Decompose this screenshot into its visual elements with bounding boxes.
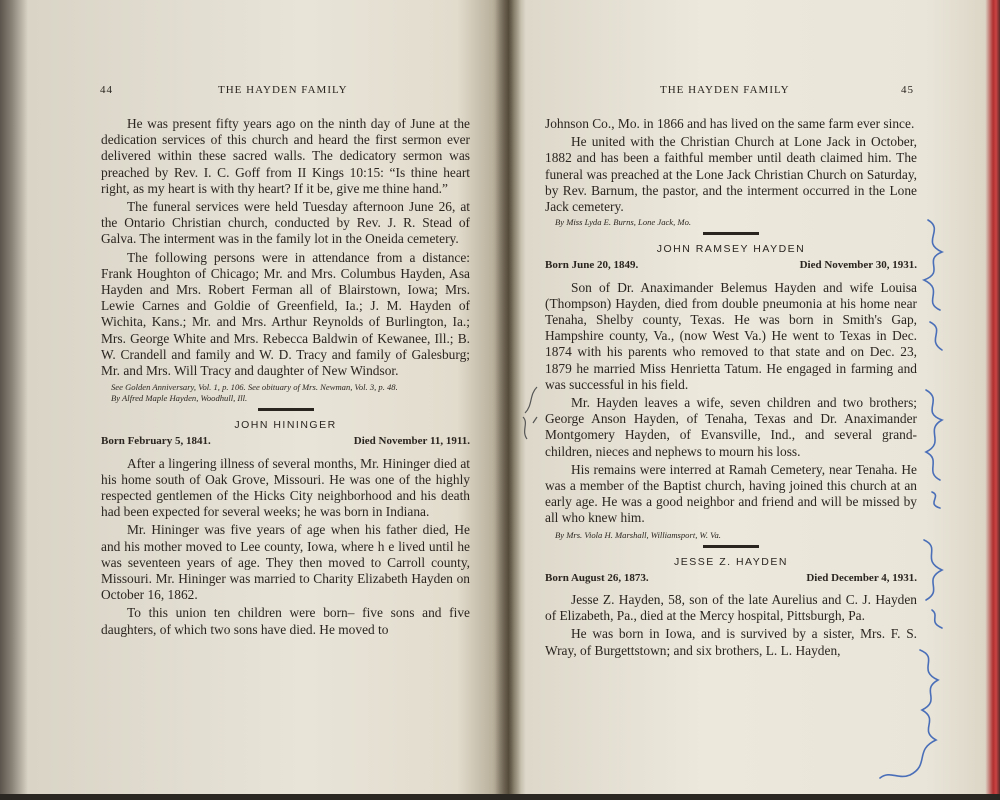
born-date: Born February 5, 1841. xyxy=(101,435,211,448)
died-date: Died December 4, 1931. xyxy=(806,571,917,584)
paragraph: Jesse Z. Hayden, 58, son of the late Aurelius and C. J. Hayden of Elizabeth, Pa., died at the Mercy hospital, Pittsburgh, Pa. xyxy=(545,592,917,624)
citation: By Mrs. Viola H. Marshall, Williamsport, W. Va. xyxy=(555,529,721,540)
left-page-number: 44 xyxy=(100,84,113,96)
right-page-number: 45 xyxy=(901,84,914,96)
paragraph: After a lingering illness of several months, Mr. Hininger died at his home south of Oak Grove, Missouri. He was one of the highly respected gentlemen of the Hicks City neighborhood and his death had been expected for several weeks; he was born in Indiana. xyxy=(101,455,470,520)
paragraph: His remains were interred at Ramah Cemetery, near Tenaha. He was a member of the Baptist church, having joined this church at an early age. He was a good neighbor and friend and will be missed by all who knew him. xyxy=(545,461,917,526)
left-running-head: THE HAYDEN FAMILY xyxy=(218,84,348,96)
right-running-head: THE HAYDEN FAMILY xyxy=(660,84,790,96)
paragraph: The following persons were in attendance from a distance: Frank Houghton of Chicago; Mr. and Mrs. Columbus Hayden, Asa Hayden and Mrs. Robert Ferman all of Blairstown, Iowa; Mrs. Lewie Carnes and Goldie of Greenfield, Ia.; J. M. Hayden of Wichita, Kans.; Mr. and Mrs. Arthur Reynolds of Burlington, Ia.; Mrs. George White and Mrs. Rebecca Baldwin of Kewanee, Ill.; B. W. Crandell and family and W. D. Tracy and family of Galesburg; Mr. and Mrs. Will Tracy and daughter of New Windsor. xyxy=(101,249,470,379)
section-divider xyxy=(258,408,314,411)
paragraph: Son of Dr. Anaximander Belemus Hayden and wife Louisa (Thompson) Hayden, died from double pneumonia at his home near Tenaha, Shelby county, Texas. He was born in Smith's Gap, Hampshire county, Va., (now West Va.) He went to Texas in Dec. 1874 with his parents who removed to that state and on Dec. 23, 1879 he married Miss Henrietta Tatum. He engaged in farming and was successful in his field. xyxy=(545,279,917,392)
section-divider xyxy=(703,545,759,548)
citation: By Miss Lyda E. Burns, Lone Jack, Mo. xyxy=(555,217,692,228)
entry-dates xyxy=(101,433,470,449)
citation: See Golden Anniversary, Vol. 1, p. 106. See obituary of Mrs. Newman, Vol. 3, p. 48. xyxy=(111,382,398,393)
pencil-margin-note-icon xyxy=(515,383,545,453)
died-date: Died November 11, 1911. xyxy=(353,435,470,448)
pencil-handwriting-icon xyxy=(850,180,970,800)
paragraph: Johnson Co., Mo. in 1866 and has lived on the same farm ever since. xyxy=(545,116,915,131)
paragraph: Mr. Hayden leaves a wife, seven children and two brothers; George Anson Hayden, of Tenaha, Texas and Dr. Anaximander Montgomery Hayden, of Evansville, Ind., and several grand-children, nieces and nephews to mourn his loss. xyxy=(545,395,917,459)
left-column xyxy=(101,116,470,638)
paragraph: To this union ten children were born– five sons and five daughters, of which two sons have died. He moved to xyxy=(101,605,470,637)
entry-heading: JOHN RAMSEY HAYDEN xyxy=(656,243,806,256)
paragraph: He was born in Iowa, and is survived by a sister, Mrs. F. S. Wray, of Burgettstown; and six brothers, L. L. Hayden, xyxy=(545,626,917,658)
born-date: Born June 20, 1849. xyxy=(545,259,639,272)
citation: By Alfred Maple Hayden, Woodhull, Ill. xyxy=(111,393,248,404)
paragraph: He united with the Christian Church at Lone Jack in October, 1882 and has been a faithful member until death claimed him. The funeral was preached at the Lone Jack Christian Church on Saturday, by Rev. Barnum, the pastor, and the interment occurred in the Lone Jack cemetery. xyxy=(545,134,917,215)
died-date: Died November 30, 1931. xyxy=(799,259,917,272)
paragraph: The funeral services were held Tuesday afternoon June 26, at the Ontario Christian church, conducted by Rev. J. R. Stead of Galva. The interment was in the family lot in the Oneida cemetery. xyxy=(101,199,470,247)
paragraph: He was present fifty years ago on the ninth day of June at the dedication services of this church and heard the first sermon ever delivered within these sacred walls. The dedicatory sermon was preached by Rev. I. C. Goff from II Kings 10:15: “Is thine heart right, as my heart is with thy heart? If it be, give me thine hand.” xyxy=(101,116,470,196)
entry-heading: JOHN HININGER xyxy=(234,419,337,432)
entry-heading: JESSE Z. HAYDEN xyxy=(674,555,788,568)
born-date: Born August 26, 1873. xyxy=(545,571,649,584)
paragraph: Mr. Hininger was five years of age when his father died, He and his mother moved to Lee county, Iowa, where h e lived until he was seventeen years of age. They then moved to Carroll county, Missouri. Mr. Hininger was married to Charity Elizabeth Hayden on October 16, 1862. xyxy=(101,522,470,603)
section-divider xyxy=(703,232,759,235)
